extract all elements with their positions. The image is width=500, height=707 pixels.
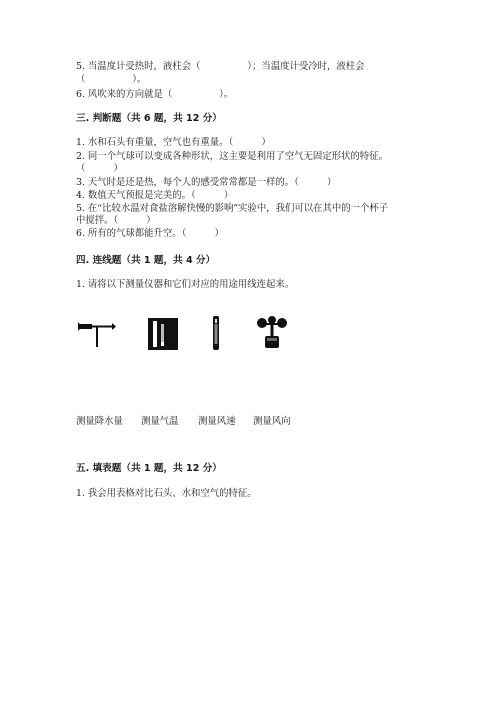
anemometer-icon	[256, 316, 288, 350]
rain-gauge-icon	[148, 318, 178, 350]
thermometer-icon	[210, 316, 222, 350]
question-text: 5. 当温度计受热时，液柱会（ ）；当温度计受冷时，液柱会	[76, 61, 365, 72]
use-label: 测量气温	[141, 416, 179, 427]
use-label: 测量风向	[253, 416, 291, 427]
question-text: 6. 所有的气球都能升空。（ ）	[76, 228, 224, 239]
question-text: 1. 请将以下测量仪器和它们对应的用途用线连起来。	[76, 279, 295, 290]
question-text: 3. 天气时是还是热，每个人的感受常常都是一样的。（ ）	[76, 177, 337, 188]
section-heading: 五. 填表题（共 1 题，共 12 分）	[76, 463, 222, 474]
question-text: 1. 我会用表格对比石头、水和空气的特征。	[76, 488, 257, 499]
section-heading: 三. 判断题（共 6 题，共 12 分）	[76, 113, 222, 124]
question-text: 2. 同一个气球可以变成各种形状，这主要是利用了空气无固定形状的特征。	[76, 151, 388, 162]
use-label: 测量风速	[198, 416, 236, 427]
question-text: （ ）。	[76, 74, 147, 85]
question-text: 1. 水和石头有重量，空气也有重量。（ ）	[76, 137, 271, 148]
use-label: 测量降水量	[76, 416, 123, 427]
question-text: 4. 数值天气预报是完美的。（ ）	[76, 190, 234, 201]
question-text: （ ）	[76, 163, 123, 174]
question-text: 5. 在“比较水温对食盐溶解快慢的影响”实验中，我们可以在其中的一个杯子	[76, 203, 389, 214]
question-text: 6. 风吹来的方向就是（ ）。	[76, 89, 234, 100]
wind-vane-icon	[76, 318, 116, 348]
question-text: 中搅拌。（ ）	[76, 215, 156, 226]
section-heading: 四. 连线题（共 1 题，共 4 分）	[76, 255, 216, 266]
